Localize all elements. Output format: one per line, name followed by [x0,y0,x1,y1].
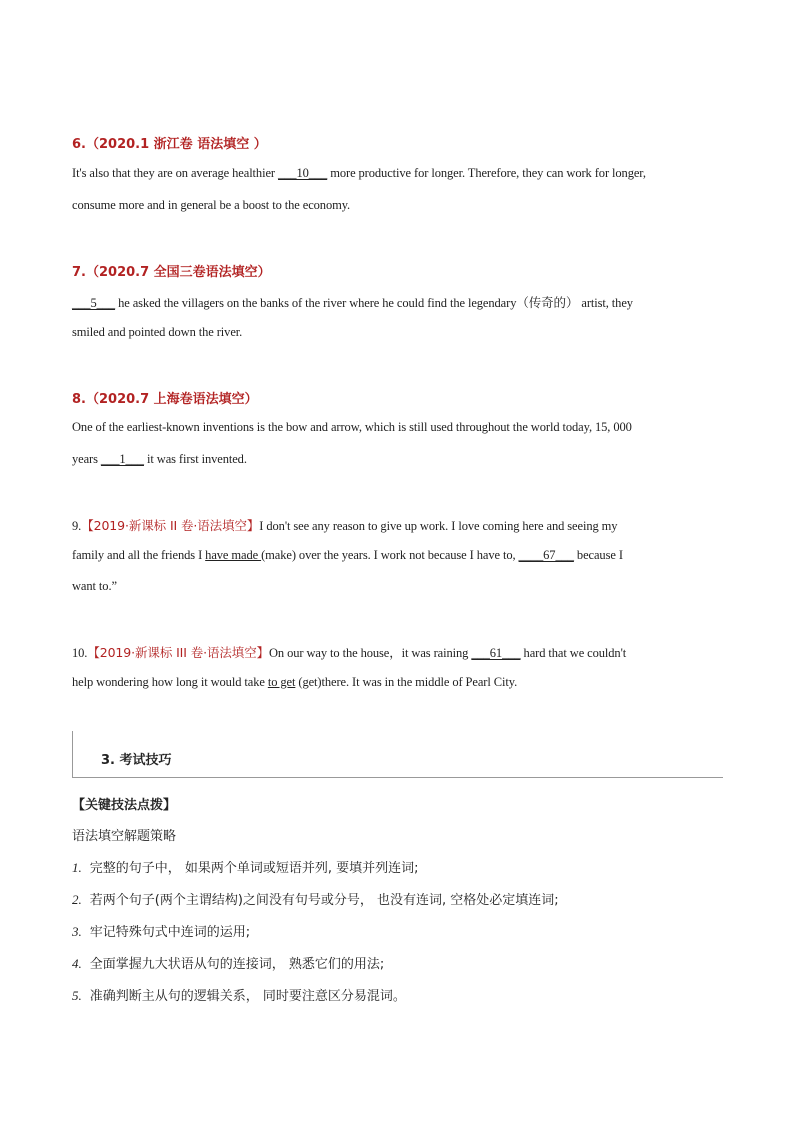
question-9-line-1 [72,516,732,534]
tip-item [72,857,419,876]
question-number: 9. [72,519,82,533]
tip-number: 1. [72,860,82,875]
text-fragment: years [72,452,101,466]
question-10-line-1 [72,643,732,661]
text-fragment: On our way to the house，it was raining [269,646,472,660]
tip-item [72,953,384,972]
question-7-line-2: smiled and pointed down the river. [72,325,243,339]
tip-number: 2. [72,892,82,907]
question-7-line-1 [72,293,732,311]
tip-text: 若两个句子(两个主谓结构)之间没有句号或分号， 也没有连词, 空格处必定填连词; [89,893,559,908]
text-fragment: (get)there. It was in the middle of Pearl City. [295,675,518,689]
text-fragment: It's also that they are on average healthier [72,166,278,180]
underlined-answer: have made [205,548,262,562]
question-8-header: 8.（2020.7 上海卷语法填空） [72,392,258,407]
tip-item [72,921,250,940]
text-fragment: (make) over the years. I work not because I have to, [261,548,519,562]
question-7-header: 7.（2020.7 全国三卷语法填空） [72,265,271,280]
question-10-line-2 [72,675,732,690]
answer-blank-10: ___10___ [278,166,328,180]
answer-blank-1: ___1___ [100,452,144,466]
text-fragment: because I [573,548,623,562]
text-fragment: help wondering how long it would take [72,675,268,689]
text-fragment: he asked the villagers on the banks of the river where he could find the legendary（传奇的） artist, they [115,296,633,310]
question-6-line-1 [72,166,732,181]
text-fragment: family and all the friends I [72,548,206,562]
underlined-answer: to get [267,675,296,689]
question-source: 【2019·新课标 III 卷·语法填空】 [87,645,269,660]
question-8-line-2 [72,452,732,467]
tip-text: 全面掌握九大状语从句的连接词， 熟悉它们的用法; [89,957,385,972]
question-number: 10. [72,646,88,660]
tips-heading: 【关键技法点拨】 [72,798,177,813]
tip-text: 完整的句子中， 如果两个单词或短语并列, 要填并列连词; [89,861,419,876]
tips-subheading: 语法填空解题策略 [72,829,177,844]
tip-text: 牢记特殊句式中连词的运用; [89,925,251,940]
question-9-line-2 [72,548,732,563]
text-fragment: I don't see any reason to give up work. I love coming here and seeing my [259,519,618,533]
tip-text: 准确判断主从句的逻辑关系， 同时要注意区分易混词。 [89,989,406,1004]
text-fragment: it was first invented. [143,452,247,466]
tip-number: 3. [72,924,82,939]
section-header-box [72,731,723,778]
answer-blank-67: ____67___ [518,548,574,562]
tip-item [72,889,559,908]
answer-blank-5: ___5___ [72,296,116,310]
text-fragment: more productive for longer. Therefore, they can work for longer, [327,166,646,180]
tip-item [72,985,406,1004]
answer-blank-61: ___61___ [471,646,521,660]
text-fragment: hard that we couldn't [520,646,627,660]
question-6-line-2: consume more and in general be a boost to the economy. [72,198,351,212]
section-title: 3. 考试技巧 [101,753,172,768]
question-6-header: 6.（2020.1 浙江卷 语法填空 ） [72,137,267,152]
question-9-line-3: want to.” [72,579,117,593]
tip-number: 4. [72,956,82,971]
tip-number: 5. [72,988,82,1003]
question-8-line-1: One of the earliest-known inventions is the bow and arrow, which is still used throughout the world today, 15, 000 [72,420,632,434]
question-source: 【2019·新课标 II 卷·语法填空】 [81,518,260,533]
